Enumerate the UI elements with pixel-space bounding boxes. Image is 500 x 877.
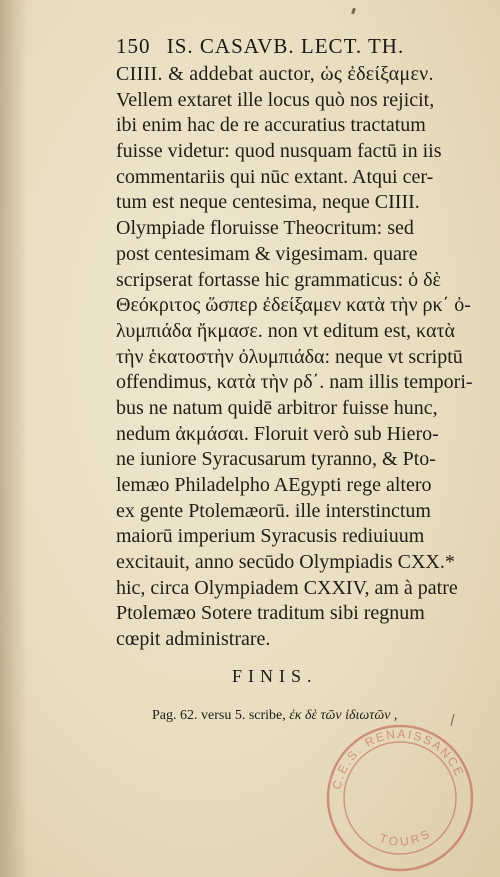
text-line: tum est neque centesima, neque CIIII. (116, 191, 420, 214)
text-line: ibi enim hac de re accuratius tractatum (116, 114, 426, 137)
text-line: λυμπιάδα ἤκμασε. non vt editum est, κατὰ (116, 319, 455, 342)
text-line: nedum ἀκμάσαι. Floruit verò sub Hiero- (116, 422, 439, 445)
stamp-seal-icon (322, 720, 478, 876)
text-line: Olympiade floruisse Theocritum: sed (116, 217, 414, 240)
text-line: scripserat fortasse hic grammaticus: ὁ δὲ (116, 268, 441, 291)
stamp-bottom-text: TOURS (377, 825, 435, 849)
stamp-top-text: C.E.S. RENAISSANCE (329, 726, 467, 791)
gutter-shadow (0, 0, 28, 877)
text-line: Ptolemæo Sotere traditum sibi regnum (116, 602, 425, 625)
library-stamp (322, 720, 478, 876)
svg-text:TOURS (378, 825, 435, 848)
text-line: hic, circa Olympiadem CXXIV, am à patre (116, 576, 458, 599)
errata-mark: , (393, 708, 398, 723)
text-line: cœpit administrare. (116, 628, 271, 651)
text-line: commentariis qui nūc extant. Atqui cer- (116, 165, 434, 188)
text-line: ne iuniore Syracusarum tyranno, & Pto- (116, 448, 436, 471)
running-header (116, 34, 476, 64)
errata-text: Pag. 62. versu 5. scribe, (152, 708, 286, 723)
text-line: maiorū imperium Syracusis rediuiuum (116, 525, 425, 548)
text-line: fuisse videtur: quod nusquam factū in iis (116, 140, 442, 163)
text-line: Θεόκριτος ὥσπερ ἐδείξαμεν κατὰ τὴν ρκ΄ ὀ- (116, 294, 471, 317)
body-text (116, 62, 496, 653)
text-line: Vellem extaret ille locus quò nos rejicit, (116, 88, 435, 111)
text-line: excitauit, anno secūdo Olympiadis CXX.* (116, 551, 455, 574)
text-line: offendimus, κατὰ τὴν ρδ΄. nam illis tempori- (116, 371, 473, 394)
ink-speck (351, 8, 356, 15)
text-line: post centesimam & vigesimam. quare (116, 242, 418, 265)
running-title: IS. CASAVB. LECT. TH. (166, 34, 405, 58)
text-line: ex gente Ptolemæorū. ille interstinctum (116, 499, 431, 522)
svg-text:C.E.S. RENAISSANCE (330, 727, 467, 791)
page-number: 150 (116, 34, 151, 58)
finis-mark: FINIS. (232, 666, 318, 686)
text-line: CIIII. & addebat auctor, ὡς ἐδείξαμεν. (116, 63, 434, 85)
text-line: lemæo Philadelpho AEgypti rege altero (116, 474, 432, 496)
errata-greek: ἐκ δὲ τῶν ἰδιωτῶν (289, 708, 391, 723)
text-line: τὴν ἑκατοστὴν ὀλυμπιάδα: neque vt scriptū (116, 345, 463, 368)
text-line: bus ne natum quidē arbitror fuisse hunc, (116, 396, 438, 419)
